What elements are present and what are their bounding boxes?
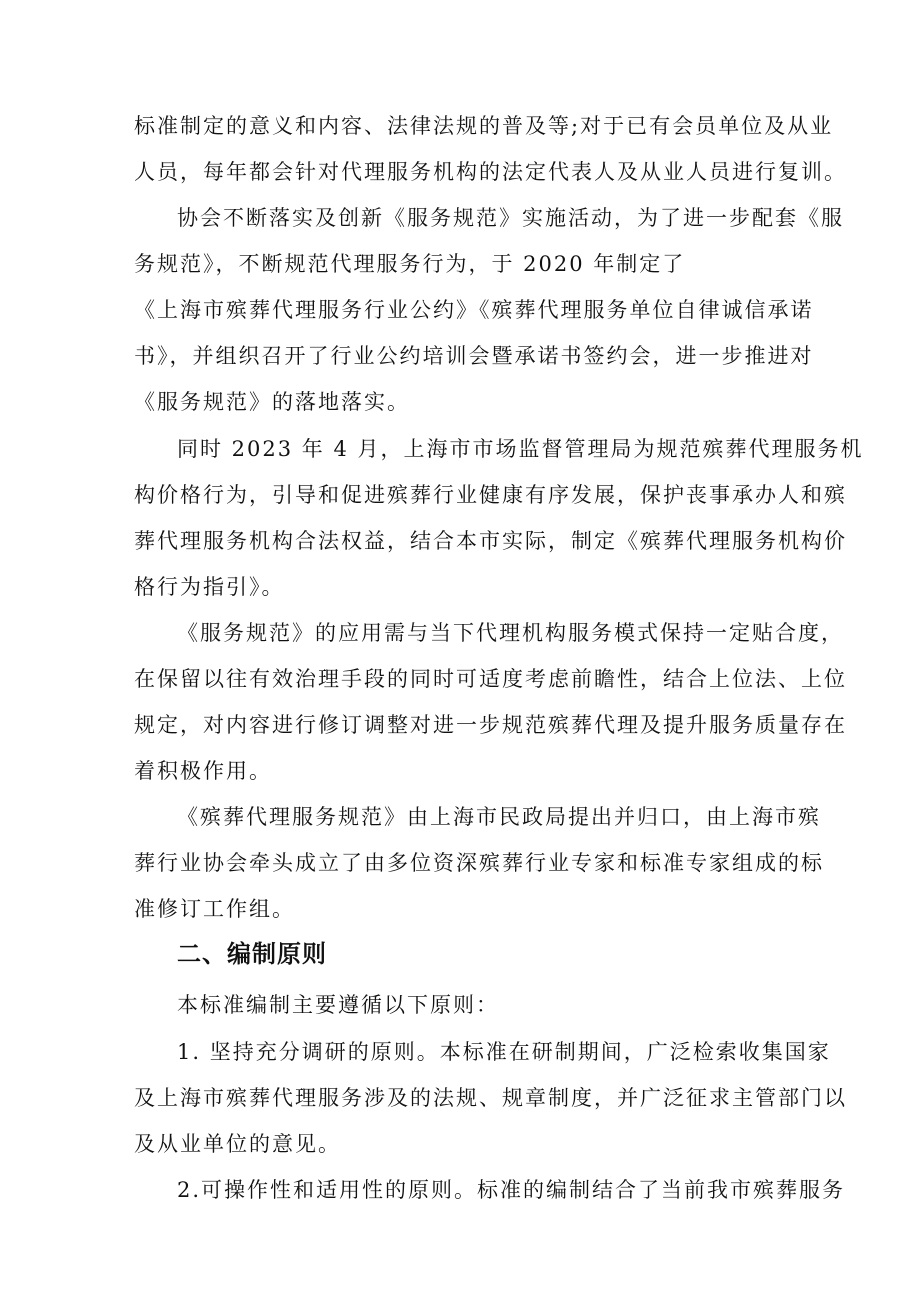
text-line: 葬行业协会牵头成立了由多位资深殡葬行业专家和标准专家组成的标 bbox=[134, 851, 824, 875]
paragraph-first-line: 《殡葬代理服务规范》由上海市民政局提出并归口，由上海市殡 bbox=[177, 805, 821, 829]
text-line: 务规范》，不断规范代理服务行为，于 2020 年制定了 bbox=[134, 252, 686, 276]
text-line: 葬代理服务机构合法权益，结合本市实际，制定《殡葬代理服务机构价 bbox=[134, 529, 847, 553]
text-line: 着积极作用。 bbox=[134, 759, 272, 783]
text-line: 在保留以往有效治理手段的同时可适度考虑前瞻性，结合上位法、上位 bbox=[134, 667, 847, 691]
text-line: 书》，并组织召开了行业公约培训会暨承诺书签约会，进一步推进对 bbox=[134, 344, 814, 368]
section-heading: 二、编制原则 bbox=[177, 940, 327, 968]
text-line: 及从业单位的意见。 bbox=[134, 1132, 341, 1156]
text-line: 人员，每年都会针对代理服务机构的法定代表人及从业人员进行复训。 bbox=[134, 160, 847, 184]
paragraph-first-line: 本标准编制主要遵循以下原则： bbox=[177, 993, 499, 1017]
text-line: 《服务规范》的落地落实。 bbox=[134, 390, 410, 414]
paragraph-first-line: 同时 2023 年 4 月，上海市市场监督管理局为规范殡葬代理服务机 bbox=[177, 437, 864, 461]
paragraph-first-line: 《服务规范》的应用需与当下代理机构服务模式保持一定贴合度， bbox=[177, 621, 844, 645]
text-line: 《上海市殡葬代理服务行业公约》《殡葬代理服务单位自律诚信承诺 bbox=[134, 298, 814, 322]
list-item-first-line: 1. 坚持充分调研的原则。本标准在研制期间，广泛检索收集国家 bbox=[177, 1040, 831, 1064]
text-line: 构价格行为，引导和促进殡葬行业健康有序发展，保护丧事承办人和殡 bbox=[134, 483, 847, 507]
text-line: 格行为指引》。 bbox=[134, 575, 285, 599]
text-line: 准修订工作组。 bbox=[134, 897, 295, 921]
text-line: 标准制定的意义和内容、法律法规的普及等;对于已有会员单位及从业 bbox=[134, 114, 834, 138]
paragraph-first-line: 协会不断落实及创新《服务规范》实施活动，为了进一步配套《服 bbox=[177, 206, 844, 230]
text-line: 规定，对内容进行修订调整对进一步规范殡葬代理及提升服务质量存在 bbox=[134, 713, 847, 737]
list-item-first-line: 2.可操作性和适用性的原则。标准的编制结合了当前我市殡葬服务 bbox=[177, 1178, 846, 1202]
text-line: 及上海市殡葬代理服务涉及的法规、规章制度，并广泛征求主管部门以 bbox=[134, 1086, 847, 1110]
